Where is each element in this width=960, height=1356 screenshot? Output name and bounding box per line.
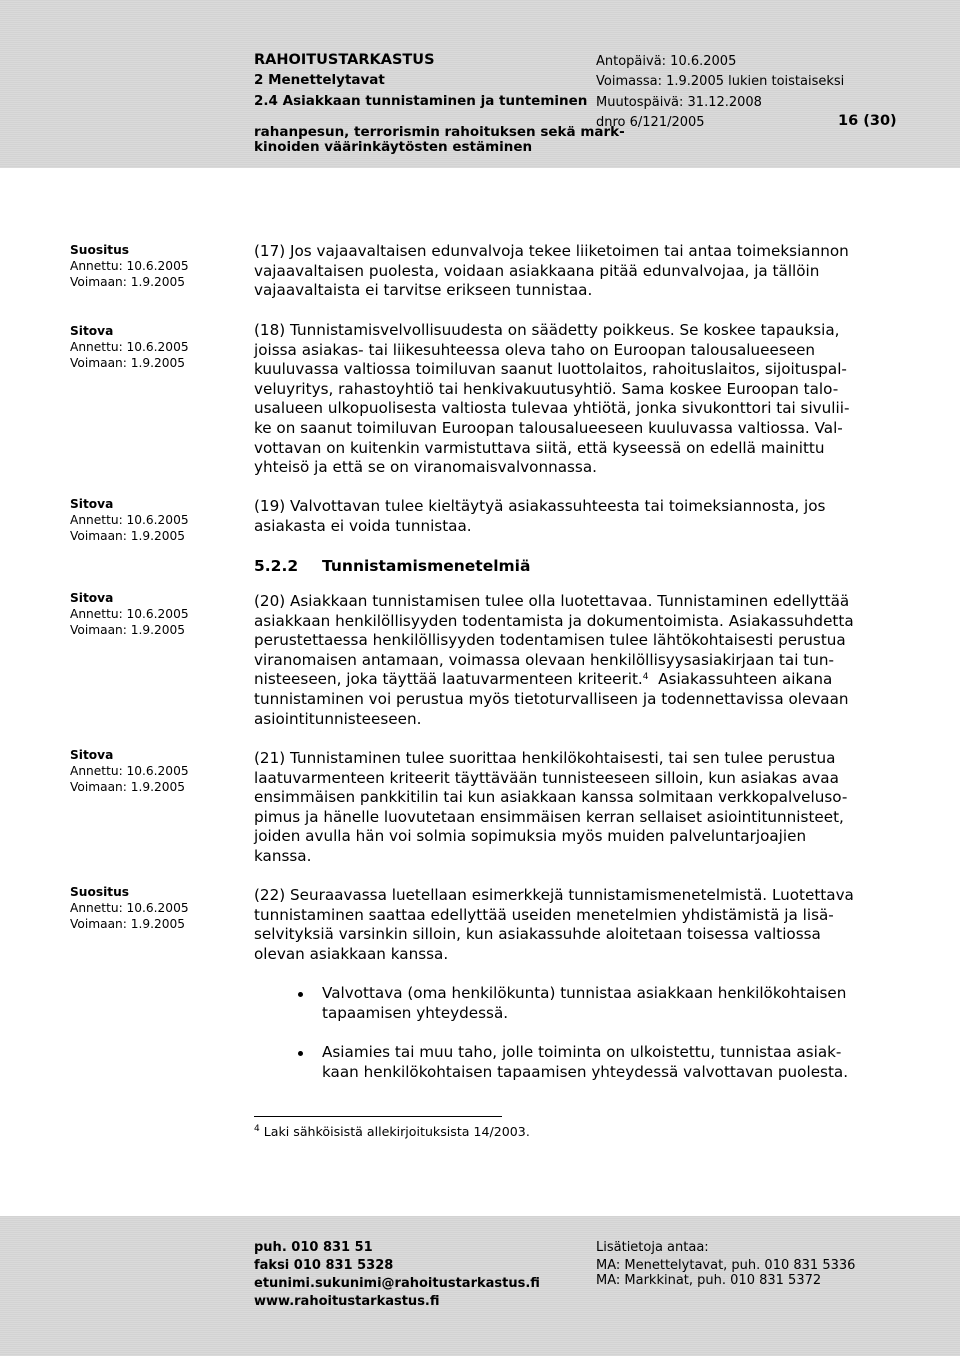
footnote-text: Laki sähköisistä allekirjoituksista 14/2003. xyxy=(263,1124,530,1139)
text-line: asiakkaan henkilöllisyyden todentamista ja dokumentoimista. Asiakassuhdetta xyxy=(254,611,854,630)
footer-contact: MA: Menettelytavat, puh. 010 831 5336 xyxy=(596,1258,856,1273)
footnote-reference[interactable]: 4 xyxy=(642,672,649,683)
footnote xyxy=(254,1124,530,1139)
text-line: Asiamies tai muu taho, jolle toiminta on ulkoistettu, tunnistaa asiak- xyxy=(322,1043,842,1061)
text-line: vajaavaltaisen puolesta, voidaan asiakkaana pitää edunvalvojaa, ja tällöin xyxy=(254,261,820,280)
footer-phone: puh. 010 831 51 xyxy=(254,1240,373,1255)
footer-info-label: Lisätietoja antaa: xyxy=(596,1240,709,1255)
text-line: yhteisö ja että se on viranomaisvalvonnassa. xyxy=(254,458,597,477)
sidenote-status: Sitova xyxy=(70,497,114,511)
sidenote-effective: Voimaan: 1.9.2005 xyxy=(70,275,186,289)
text-line: olevan asiakkaan kanssa. xyxy=(254,944,449,963)
footnote-number: 4 xyxy=(254,1124,260,1134)
paragraph-17 xyxy=(254,242,894,301)
text-line: asiointitunnisteeseen. xyxy=(254,709,422,728)
bullet-icon xyxy=(298,992,303,997)
text-line: (20) Asiakkaan tunnistamisen tulee olla luotettavaa. Tunnistaminen edellyttää xyxy=(254,592,850,610)
bullet-icon xyxy=(298,1051,303,1056)
section-title: Tunnistamismenetelmiä xyxy=(322,557,531,575)
sidenote xyxy=(70,496,240,544)
text-line: viranomaisen antamaan, voimassa olevaan henkilöllisyysasiakirjaan tai tun- xyxy=(254,650,834,669)
header-section: 2 Menettelytavat xyxy=(254,72,385,88)
sidenote xyxy=(70,323,240,371)
sidenote-status: Sitova xyxy=(70,748,114,762)
sidenote-issued: Annettu: 10.6.2005 xyxy=(70,513,189,527)
text-line: kaan henkilökohtaisen tapaamisen yhteydessä valvottavan puolesta. xyxy=(322,1062,849,1081)
text-line: (22) Seuraavassa luetellaan esimerkkejä tunnistamismenetelmistä. Luotettava xyxy=(254,886,854,904)
sidenote-status: Suositus xyxy=(70,885,130,899)
header-doc-title-line1: rahanpesun, terrorismin rahoituksen sekä mark- xyxy=(254,124,625,140)
sidenote-status: Sitova xyxy=(70,324,114,338)
paragraph-21 xyxy=(254,749,894,867)
text-line xyxy=(254,670,894,690)
sidenote-effective: Voimaan: 1.9.2005 xyxy=(70,917,186,931)
text-line: pimus ja hänelle luovutetaan ensimmäisen kerran sellaiset asiointitunnisteet, xyxy=(254,807,844,826)
sidenote-effective: Voimaan: 1.9.2005 xyxy=(70,529,186,543)
text-line: selvityksiä varsinkin silloin, kun asiakassuhde aloitetaan toisessa valtiossa xyxy=(254,925,821,944)
list-item xyxy=(322,984,894,1023)
text-line: veluyritys, rahastoyhtiö tai henkivakuutusyhtiö. Sama koskee Euroopan talo- xyxy=(254,379,839,398)
text-line: (21) Tunnistaminen tulee suorittaa henkilökohtaisesti, tai sen tulee perustua xyxy=(254,749,836,767)
sidenote-issued: Annettu: 10.6.2005 xyxy=(70,764,189,778)
sidenote-issued: Annettu: 10.6.2005 xyxy=(70,259,189,273)
sidenote-effective: Voimaan: 1.9.2005 xyxy=(70,623,186,637)
text-segment: Asiakassuhteen aikana xyxy=(658,670,833,689)
text-line: ensimmäisen pankkitilin tai kun asiakkaan kanssa solmitaan verkkopalveluso- xyxy=(254,788,848,807)
text-line: vottavan on kuitenkin varmistuttava siitä, että kyseessä on edellä mainittu xyxy=(254,438,825,457)
sidenote-status: Sitova xyxy=(70,591,114,605)
text-line: (19) Valvottavan tulee kieltäytyä asiakassuhteesta tai toimeksiannosta, jos xyxy=(254,497,826,515)
text-line: joissa asiakas- tai liikesuhteessa oleva taho on Euroopan talousalueeseen xyxy=(254,340,816,359)
page-number: 16 (30) xyxy=(838,113,897,129)
sidenote-status: Suositus xyxy=(70,243,130,257)
footer-website[interactable]: www.rahoitustarkastus.fi xyxy=(254,1294,440,1309)
in-force-date: Voimassa: 1.9.2005 lukien toistaiseksi xyxy=(596,74,845,89)
text-line: usalueen ulkopuolisesta valtiosta tulevaa yhtiötä, jonka sivukonttori tai sivulii- xyxy=(254,399,850,418)
text-segment: nisteeseen, joka täyttää laatuvarmenteen kriteerit. xyxy=(254,670,643,689)
text-line: kanssa. xyxy=(254,846,312,865)
sidenote xyxy=(70,884,240,932)
footnote-separator xyxy=(254,1116,502,1117)
header-subsection: 2.4 Asiakkaan tunnistaminen ja tunteminen xyxy=(254,93,588,109)
header-doc-title-line2: kinoiden väärinkäytösten estäminen xyxy=(254,139,533,155)
paragraph-19 xyxy=(254,497,894,536)
document-number: dnro 6/121/2005 xyxy=(596,115,705,130)
text-line: vajaavaltaista ei tarvitse erikseen tunnistaa. xyxy=(254,281,593,300)
text-line: (17) Jos vajaavaltaisen edunvalvoja tekee liiketoimen tai antaa toimeksiannon xyxy=(254,242,849,260)
section-heading xyxy=(254,557,530,575)
sidenote-issued: Annettu: 10.6.2005 xyxy=(70,607,189,621)
sidenote-effective: Voimaan: 1.9.2005 xyxy=(70,356,186,370)
sidenote xyxy=(70,747,240,795)
sidenote xyxy=(70,590,240,638)
section-number: 5.2.2 xyxy=(254,557,299,575)
paragraph-22 xyxy=(254,886,894,964)
page-header xyxy=(0,0,960,168)
paragraph-20 xyxy=(254,592,894,729)
page-footer xyxy=(0,1216,960,1356)
footer-fax: faksi 010 831 5328 xyxy=(254,1258,394,1273)
text-line: (18) Tunnistamisvelvollisuudesta on säädetty poikkeus. Se koskee tapauksia, xyxy=(254,321,840,339)
text-line: asiakasta ei voida tunnistaa. xyxy=(254,516,472,535)
text-line: perustettaessa henkilöllisyyden todentamisen tulee lähtökohtaisesti perustua xyxy=(254,631,846,650)
organization-name: RAHOITUSTARKASTUS xyxy=(254,52,435,68)
sidenote xyxy=(70,242,240,290)
sidenote-issued: Annettu: 10.6.2005 xyxy=(70,901,189,915)
text-line: laatuvarmenteen kriteerit täyttävään tunnisteeseen silloin, kun asiakas avaa xyxy=(254,768,839,787)
footer-email[interactable]: etunimi.sukunimi@rahoitustarkastus.fi xyxy=(254,1276,540,1291)
text-line: tunnistaminen voi perustua myös tietoturvalliseen ja todennettavissa olevaan xyxy=(254,689,849,708)
paragraph-18 xyxy=(254,321,894,478)
text-line: tunnistaminen saattaa edellyttää useiden menetelmien yhdistämistä ja lisä- xyxy=(254,905,834,924)
modified-date: Muutospäivä: 31.12.2008 xyxy=(596,95,762,110)
text-line: joiden avulla hän voi solmia sopimuksia myös muiden palveluntarjoajien xyxy=(254,827,807,846)
text-line: kuuluvassa valtiossa toimiluvan saanut luottolaitos, rahoituslaitos, sijoituspal- xyxy=(254,360,847,379)
text-line: Valvottava (oma henkilökunta) tunnistaa asiakkaan henkilökohtaisen xyxy=(322,984,847,1002)
issued-date: Antopäivä: 10.6.2005 xyxy=(596,54,737,69)
text-line: ke on saanut toimiluvan Euroopan talousalueeseen kuuluvassa valtiossa. Val- xyxy=(254,418,843,437)
list-item xyxy=(322,1043,894,1082)
text-line: tapaamisen yhteydessä. xyxy=(322,1003,509,1022)
footer-contact: MA: Markkinat, puh. 010 831 5372 xyxy=(596,1273,822,1288)
sidenote-effective: Voimaan: 1.9.2005 xyxy=(70,780,186,794)
sidenote-issued: Annettu: 10.6.2005 xyxy=(70,340,189,354)
